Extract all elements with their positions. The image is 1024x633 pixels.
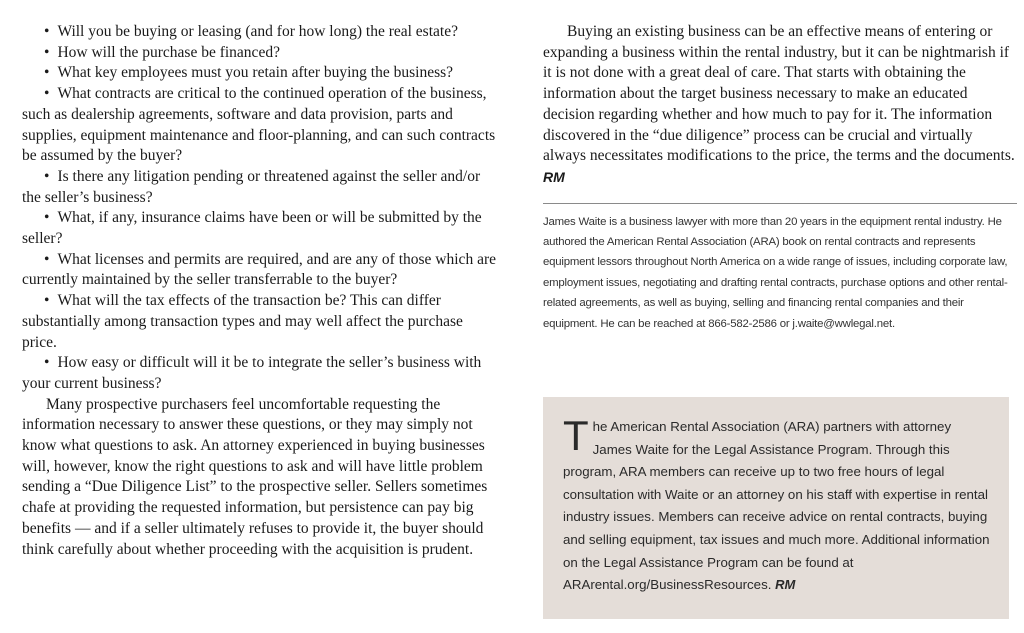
legal-assistance-sidebar bbox=[543, 397, 1009, 619]
bullet-item: • What key employees must you retain after buying the business? bbox=[22, 63, 496, 84]
bullet-item: • How will the purchase be financed? bbox=[22, 43, 496, 64]
divider-rule bbox=[543, 203, 1017, 204]
bullet-item: • Is there any litigation pending or threatened against the seller and/or the seller’s business? bbox=[22, 167, 496, 208]
sidebar-end-mark: RM bbox=[775, 577, 796, 593]
body-paragraph: Many prospective purchasers feel uncomfortable requesting the information necessary to answer these questions, or they may simply not know what questions to ask. An attorney experienced in buying businesses will, however, know the right questions to ask and will have little problem sending a “Due Diligence List” to the prospective seller. Sellers sometimes chafe at providing the requested information, but persistence can pay big benefits — and if a seller ultimately refuses to provide it, the buyer should think carefully about whether proceeding with the acquisition is prudent. bbox=[22, 395, 488, 558]
right-column bbox=[543, 22, 1017, 334]
sidebar-paragraph bbox=[563, 412, 991, 597]
closing-paragraph bbox=[543, 22, 1017, 189]
author-bio: James Waite is a business lawyer with more than 20 years in the equipment rental industry. He authored the American Rental Association (ARA) book on rental contracts and represents equipment lessors throughout North America on a wide range of issues, including corporate law, employment issues, negotiating and drafting rental contracts, purchase options and other rental-related agreements, as well as buying, selling and financing rental companies and their equipment. He can be reached at 866-582-2586 or j.waite@wwlegal.net. bbox=[543, 215, 1008, 330]
left-column bbox=[22, 22, 496, 560]
bullet-item: • What, if any, insurance claims have been or will be submitted by the seller? bbox=[22, 208, 496, 249]
bullet-item: • Will you be buying or leasing (and for how long) the real estate? bbox=[22, 22, 496, 43]
end-mark: RM bbox=[543, 168, 565, 185]
sidebar-text: he American Rental Association (ARA) partners with attorney James Waite for the Legal Assistance Program. Through this program, ARA members can receive up to two free hours of legal consultation with Waite or an attorney on his staff with expertise in rental industry issues. Members can receive advice on rental contracts, buying and selling equipment, tax issues and much more. Additional information on the Legal Assistance Program can be found at ARArental.org/BusinessResources. bbox=[563, 419, 990, 593]
bullet-item: • What contracts are critical to the continued operation of the business, such as dealership agreements, software and data provision, parts and supplies, equipment maintenance and floor-planning, and can such contracts be assumed by the buyer? bbox=[22, 84, 496, 167]
drop-cap: T bbox=[563, 412, 589, 459]
bullet-item: • How easy or difficult will it be to integrate the seller’s business with your current business? bbox=[22, 353, 496, 394]
bullet-item: • What licenses and permits are required, and are any of those which are currently maintained by the seller transferrable to the buyer? bbox=[22, 250, 496, 291]
bullet-item: • What will the tax effects of the transaction be? This can differ substantially among transaction types and may well affect the purchase price. bbox=[22, 291, 496, 353]
closing-text: Buying an existing business can be an effective means of entering or expanding a business within the rental industry, but it can be nightmarish if it is not done with a great deal of care. That starts with obtaining the information about the target business necessary to make an educated decision regarding whether and how much to pay for it. The information discovered in the “due diligence” process can be crucial and virtually always necessitates modifications to the price, the terms and the documents. bbox=[543, 23, 1015, 165]
